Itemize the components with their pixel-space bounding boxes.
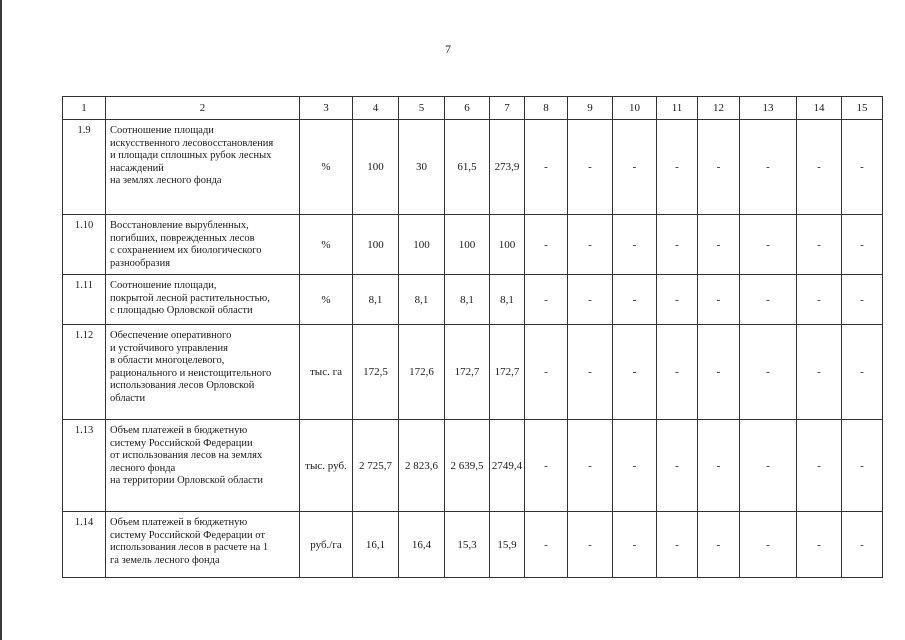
table-row xyxy=(63,325,883,420)
empty-value-cell: - xyxy=(613,512,657,578)
value-cell: 100 xyxy=(353,215,399,275)
value-cell: 273,9 xyxy=(490,120,525,215)
indicator-name-line: га земель лесного фонда xyxy=(110,554,220,566)
indicator-name-line: насаждений xyxy=(110,162,164,174)
value-cell: 16,1 xyxy=(353,512,399,578)
column-header-14: 14 xyxy=(797,97,842,120)
empty-value-cell: - xyxy=(797,120,842,215)
empty-value-cell: - xyxy=(568,275,613,325)
empty-value-cell: - xyxy=(698,275,740,325)
row-number: 1.10 xyxy=(63,215,106,275)
column-header-3: 3 xyxy=(300,97,353,120)
empty-value-cell: - xyxy=(613,325,657,420)
column-header-8: 8 xyxy=(525,97,568,120)
column-header-12: 12 xyxy=(698,97,740,120)
indicator-name xyxy=(106,325,300,420)
empty-value-cell: - xyxy=(842,512,883,578)
empty-value-cell: - xyxy=(698,120,740,215)
column-header-1: 1 xyxy=(63,97,106,120)
empty-value-cell: - xyxy=(797,420,842,512)
empty-value-cell: - xyxy=(657,420,698,512)
indicator-name-line: систему Российской Федерации xyxy=(110,437,253,449)
empty-value-cell: - xyxy=(842,215,883,275)
column-header-15: 15 xyxy=(842,97,883,120)
empty-value-cell: - xyxy=(613,275,657,325)
empty-value-cell: - xyxy=(613,215,657,275)
column-header-11: 11 xyxy=(657,97,698,120)
value-cell: 2 823,6 xyxy=(399,420,445,512)
empty-value-cell: - xyxy=(568,120,613,215)
value-cell: 2 639,5 xyxy=(445,420,490,512)
column-header-2: 2 xyxy=(106,97,300,120)
unit-cell: тыс. руб. xyxy=(300,420,353,512)
column-header-6: 6 xyxy=(445,97,490,120)
row-number: 1.12 xyxy=(63,325,106,420)
unit-cell: % xyxy=(300,120,353,215)
row-number: 1.11 xyxy=(63,275,106,325)
value-cell: 8,1 xyxy=(490,275,525,325)
empty-value-cell: - xyxy=(740,120,797,215)
table-row xyxy=(63,420,883,512)
empty-value-cell: - xyxy=(657,275,698,325)
row-number: 1.9 xyxy=(63,120,106,215)
empty-value-cell: - xyxy=(657,512,698,578)
empty-value-cell: - xyxy=(525,420,568,512)
indicator-name-line: Объем платежей в бюджетную xyxy=(110,517,248,528)
indicator-name-line: Восстановление вырубленных, xyxy=(110,220,249,231)
value-cell: 8,1 xyxy=(353,275,399,325)
indicator-name-line: использования лесов Орловской xyxy=(110,380,255,391)
column-header-5: 5 xyxy=(399,97,445,120)
empty-value-cell: - xyxy=(797,325,842,420)
column-header-10: 10 xyxy=(613,97,657,120)
empty-value-cell: - xyxy=(568,512,613,578)
indicator-name-line: разнообразия xyxy=(110,257,171,269)
value-cell: 100 xyxy=(399,215,445,275)
indicator-name-line: лесного фонда xyxy=(110,462,176,474)
empty-value-cell: - xyxy=(740,275,797,325)
header-row xyxy=(63,97,883,120)
indicator-name xyxy=(106,120,300,215)
table-row xyxy=(63,275,883,325)
indicator-name-line: в области многоцелевого, xyxy=(110,355,225,366)
indicator-name-line: от использования лесов на землях xyxy=(110,450,263,461)
value-cell: 61,5 xyxy=(445,120,490,215)
empty-value-cell: - xyxy=(698,325,740,420)
value-cell: 172,6 xyxy=(399,325,445,420)
empty-value-cell: - xyxy=(657,120,698,215)
empty-value-cell: - xyxy=(698,512,740,578)
indicator-name-line: покрытой лесной растительностью, xyxy=(110,292,270,304)
empty-value-cell: - xyxy=(657,325,698,420)
value-cell: 2 725,7 xyxy=(353,420,399,512)
column-header-4: 4 xyxy=(353,97,399,120)
empty-value-cell: - xyxy=(657,215,698,275)
empty-value-cell: - xyxy=(842,275,883,325)
indicator-name-line: Соотношение площади xyxy=(110,125,214,136)
column-header-13: 13 xyxy=(740,97,797,120)
empty-value-cell: - xyxy=(698,215,740,275)
unit-cell: % xyxy=(300,215,353,275)
indicator-name-line: рационального и неистощительного xyxy=(110,367,272,379)
page-number: 7 xyxy=(445,42,451,56)
indicator-name-line: и площади сплошных рубок лесных xyxy=(110,150,272,161)
empty-value-cell: - xyxy=(525,215,568,275)
empty-value-cell: - xyxy=(525,512,568,578)
value-cell: 8,1 xyxy=(399,275,445,325)
empty-value-cell: - xyxy=(568,215,613,275)
indicator-name-line: использования лесов в расчете на 1 xyxy=(110,542,269,553)
indicator-name-line: области xyxy=(110,392,146,404)
indicator-name xyxy=(106,512,300,578)
value-cell: 172,7 xyxy=(490,325,525,420)
empty-value-cell: - xyxy=(698,420,740,512)
empty-value-cell: - xyxy=(740,215,797,275)
row-number: 1.13 xyxy=(63,420,106,512)
indicator-name xyxy=(106,420,300,512)
empty-value-cell: - xyxy=(613,120,657,215)
empty-value-cell: - xyxy=(568,325,613,420)
indicator-name-line: Обеспечение оперативного xyxy=(110,330,232,341)
empty-value-cell: - xyxy=(797,512,842,578)
value-cell: 16,4 xyxy=(399,512,445,578)
indicator-name-line: погибших, поврежденных лесов xyxy=(110,232,255,244)
indicator-name-line: Объем платежей в бюджетную xyxy=(110,425,248,436)
column-header-9: 9 xyxy=(568,97,613,120)
value-cell: 30 xyxy=(399,120,445,215)
table-row xyxy=(63,120,883,215)
indicator-name-line: с площадью Орловской области xyxy=(110,305,253,316)
indicator-name-line: систему Российской Федерации от xyxy=(110,529,265,541)
empty-value-cell: - xyxy=(842,120,883,215)
indicator-name-line: и устойчивого управления xyxy=(110,342,228,354)
empty-value-cell: - xyxy=(525,275,568,325)
column-header-7: 7 xyxy=(490,97,525,120)
value-cell: 2749,4 xyxy=(490,420,525,512)
table-row xyxy=(63,512,883,578)
empty-value-cell: - xyxy=(797,215,842,275)
value-cell: 172,5 xyxy=(353,325,399,420)
unit-cell: % xyxy=(300,275,353,325)
empty-value-cell: - xyxy=(740,512,797,578)
table-row xyxy=(63,215,883,275)
unit-cell: руб./га xyxy=(300,512,353,578)
empty-value-cell: - xyxy=(525,120,568,215)
indicator-name-line: на землях лесного фонда xyxy=(110,175,222,186)
indicator-name xyxy=(106,215,300,275)
empty-value-cell: - xyxy=(740,420,797,512)
value-cell: 100 xyxy=(490,215,525,275)
value-cell: 8,1 xyxy=(445,275,490,325)
empty-value-cell: - xyxy=(740,325,797,420)
indicator-name-line: искусственного лесовосстановления xyxy=(110,137,274,149)
scan-left-edge xyxy=(0,0,2,640)
value-cell: 100 xyxy=(445,215,490,275)
empty-value-cell: - xyxy=(797,275,842,325)
empty-value-cell: - xyxy=(525,325,568,420)
value-cell: 100 xyxy=(353,120,399,215)
indicator-name-line: Соотношение площади, xyxy=(110,280,217,291)
indicator-name-line: с сохранением их биологического xyxy=(110,245,262,256)
indicator-name-line: на территории Орловской области xyxy=(110,475,263,486)
unit-cell: тыс. га xyxy=(300,325,353,420)
value-cell: 15,9 xyxy=(490,512,525,578)
empty-value-cell: - xyxy=(568,420,613,512)
value-cell: 15,3 xyxy=(445,512,490,578)
row-number: 1.14 xyxy=(63,512,106,578)
empty-value-cell: - xyxy=(842,420,883,512)
indicators-table xyxy=(62,96,883,578)
empty-value-cell: - xyxy=(842,325,883,420)
indicator-name xyxy=(106,275,300,325)
empty-value-cell: - xyxy=(613,420,657,512)
value-cell: 172,7 xyxy=(445,325,490,420)
